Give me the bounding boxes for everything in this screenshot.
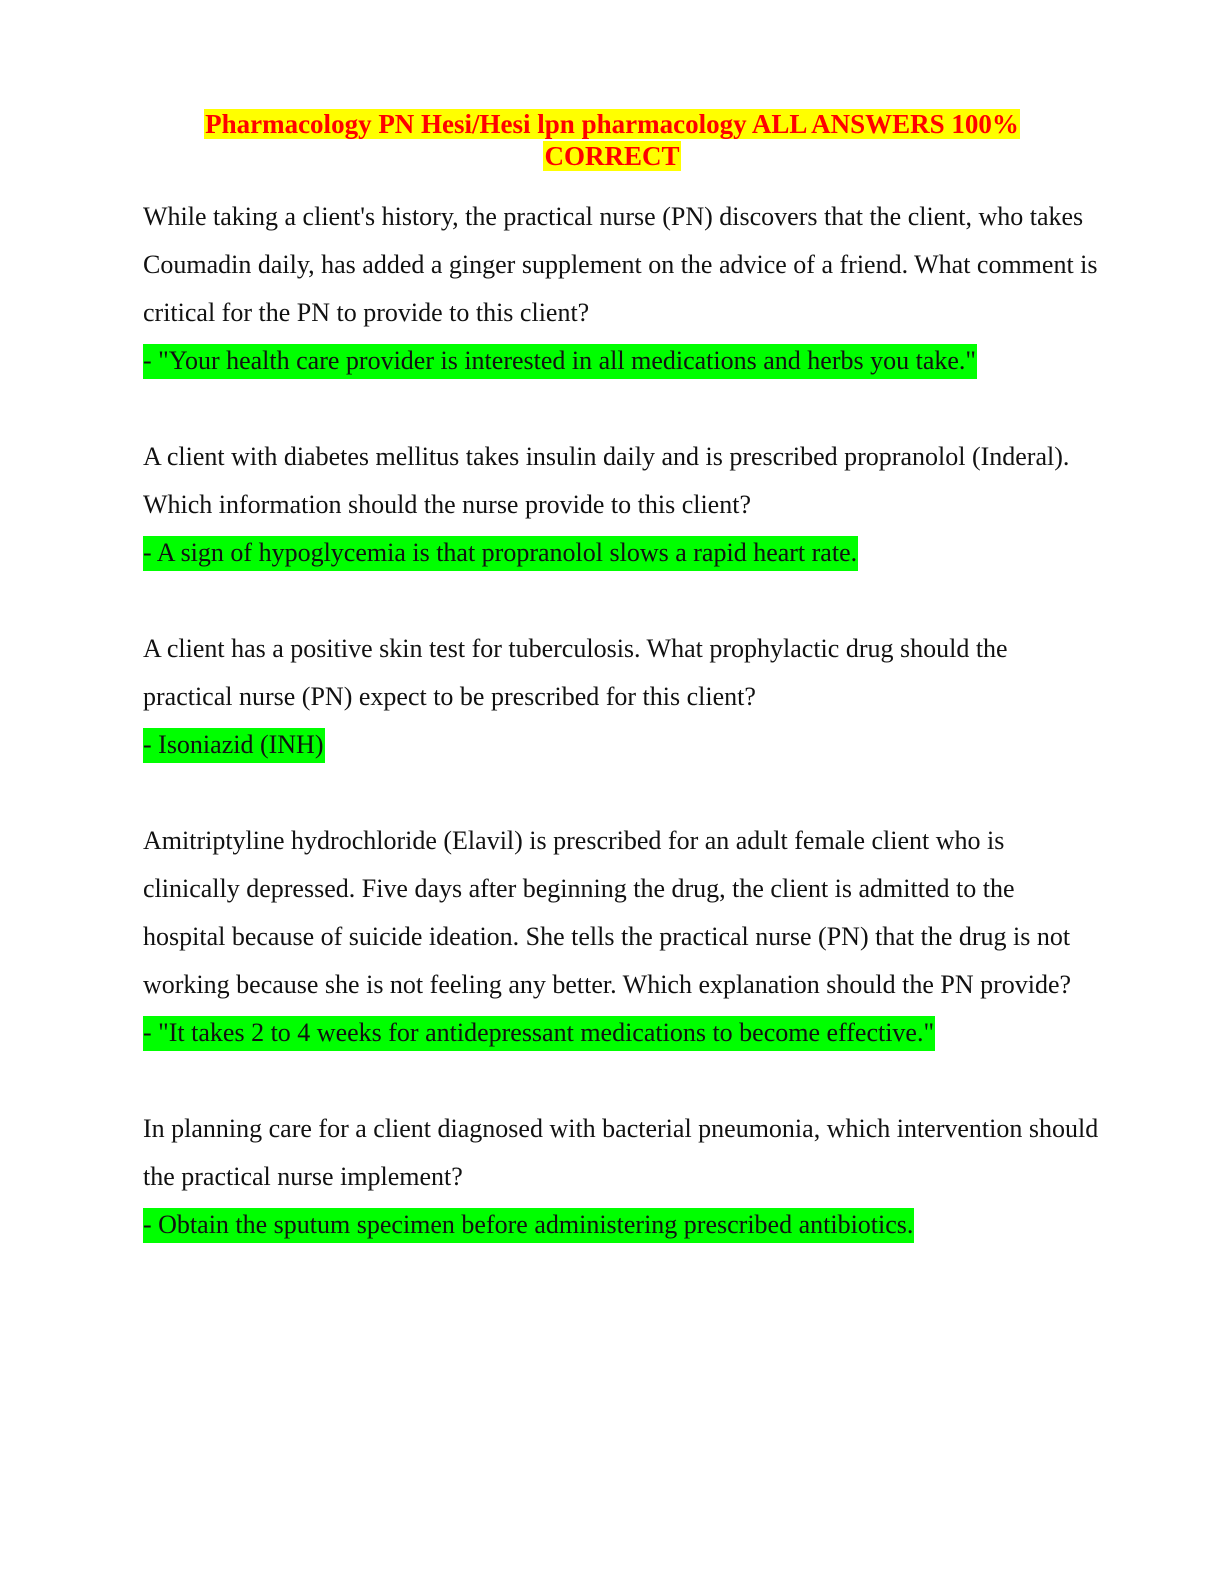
title-line-1: Pharmacology PN Hesi/Hesi lpn pharmacology ALL ANSWERS 100% bbox=[205, 109, 1019, 139]
qa-item-5 bbox=[143, 1105, 1103, 1249]
answer-line bbox=[143, 721, 1103, 769]
page-title bbox=[0, 108, 1224, 172]
question-text: Amitriptyline hydrochloride (Elavil) is prescribed for an adult female client who is clinically depressed. Five days after beginning the drug, the client is admitted to the hospital because of suicide ideation. She tells the practical nurse (PN) that the drug is not working because she is not feeling any better. Which explanation should the PN provide? bbox=[143, 826, 1072, 999]
answer-line bbox=[143, 529, 1103, 577]
answer-text: - A sign of hypoglycemia is that propranolol slows a rapid heart rate. bbox=[143, 536, 858, 571]
question-text: While taking a client's history, the practical nurse (PN) discovers that the client, who takes Coumadin daily, has added a ginger supplement on the advice of a friend. What comment is critical for the PN to provide to this client? bbox=[143, 202, 1098, 327]
qa-item-1 bbox=[143, 193, 1103, 385]
answer-text: - Isoniazid (INH) bbox=[143, 728, 325, 763]
title-line-2: CORRECT bbox=[544, 141, 680, 171]
answer-line bbox=[143, 337, 1103, 385]
qa-list bbox=[143, 193, 1103, 1297]
qa-item-2 bbox=[143, 433, 1103, 577]
qa-item-3 bbox=[143, 625, 1103, 769]
question-text: A client has a positive skin test for tuberculosis. What prophylactic drug should the practical nurse (PN) expect to be prescribed for this client? bbox=[143, 634, 1008, 711]
answer-line bbox=[143, 1009, 1103, 1057]
answer-text: - "Your health care provider is interested in all medications and herbs you take." bbox=[143, 344, 977, 379]
question-text: In planning care for a client diagnosed with bacterial pneumonia, which intervention should the practical nurse implement? bbox=[143, 1114, 1099, 1191]
question-text: A client with diabetes mellitus takes insulin daily and is prescribed propranolol (Inderal). Which information should the nurse provide to this client? bbox=[143, 442, 1070, 519]
qa-item-4 bbox=[143, 817, 1103, 1057]
answer-line bbox=[143, 1201, 1103, 1249]
answer-text: - "It takes 2 to 4 weeks for antidepressant medications to become effective." bbox=[143, 1016, 935, 1051]
answer-text: - Obtain the sputum specimen before administering prescribed antibiotics. bbox=[143, 1208, 914, 1243]
